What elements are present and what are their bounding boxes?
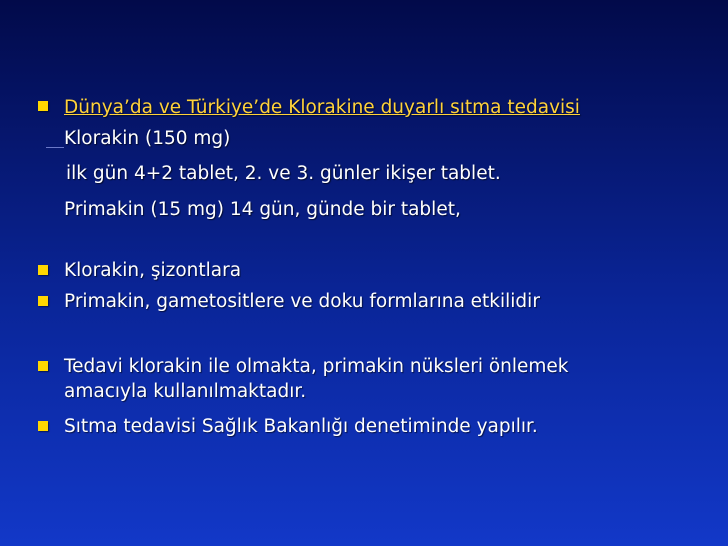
dosage-line-1: Klorakin (150 mg) xyxy=(64,128,231,149)
bullet-item-4-continued: amacıyla kullanılmaktadır. xyxy=(64,381,307,402)
square-bullet-icon xyxy=(38,101,48,111)
square-bullet-icon xyxy=(38,421,48,431)
bullet-item-2: Klorakin, şizontlara xyxy=(64,260,242,281)
bullet-item-1[interactable]: Dünya’da ve Türkiye’de Klorakine duyarlı sıtma tedavisi xyxy=(64,97,580,118)
divider-line xyxy=(46,147,64,148)
bullet-item-5: Sıtma tedavisi Sağlık Bakanlığı denetiminde yapılır. xyxy=(64,416,538,437)
dosage-line-2: ilk gün 4+2 tablet, 2. ve 3. günler ikişer tablet. xyxy=(66,163,501,184)
bullet-item-3: Primakin, gametositlere ve doku formlarına etkilidir xyxy=(64,291,540,312)
bullet-item-4: Tedavi klorakin ile olmakta, primakin nüksleri önlemek xyxy=(64,356,569,377)
square-bullet-icon xyxy=(38,265,48,275)
dosage-line-3: Primakin (15 mg) 14 gün, günde bir tablet, xyxy=(64,199,461,220)
square-bullet-icon xyxy=(38,296,48,306)
square-bullet-icon xyxy=(38,361,48,371)
